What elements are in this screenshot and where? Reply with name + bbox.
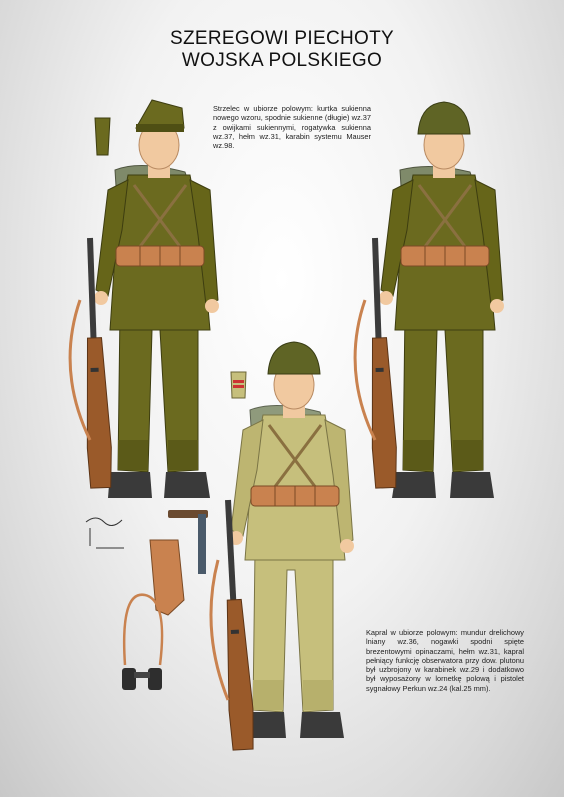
rifleman-description: Strzelec w ubiorze polowym: kurtka sukienna nowego wzoru, spodnie sukienne (długie) wz.37 z owijkami sukiennymi, rogatywka sukienna wz.37, hełm wz.31, karabin systemu Mauser wz.98.: [213, 104, 371, 151]
plate-title-line1: SZEREGOWI PIECHOTY: [170, 28, 394, 49]
corporal-description: Kapral w ubiorze polowym: mundur drelichowy lniany wz.36, nogawki spodni spięte brezentowymi opinaczami, hełm wz.31, kapral pełniący funkcję obserwatora przy dow. plutonu był uzbrojony w karabinek wz.29 i dodatkowo był wyposażony w lornetkę polową i pistolet sygnałowy Perkun wz.24 (kal.25 mm).: [366, 628, 524, 693]
collar-patch-left: [95, 118, 110, 155]
plate-title-line2: WOJSKA POLSKIEGO: [181, 50, 383, 71]
corporal-rank-insignia: [231, 372, 246, 398]
corporal-figure: [211, 342, 354, 750]
rifleman-figure: [70, 100, 219, 498]
rifleman-helmet-figure: [355, 102, 504, 498]
artist-signature: [86, 518, 124, 548]
